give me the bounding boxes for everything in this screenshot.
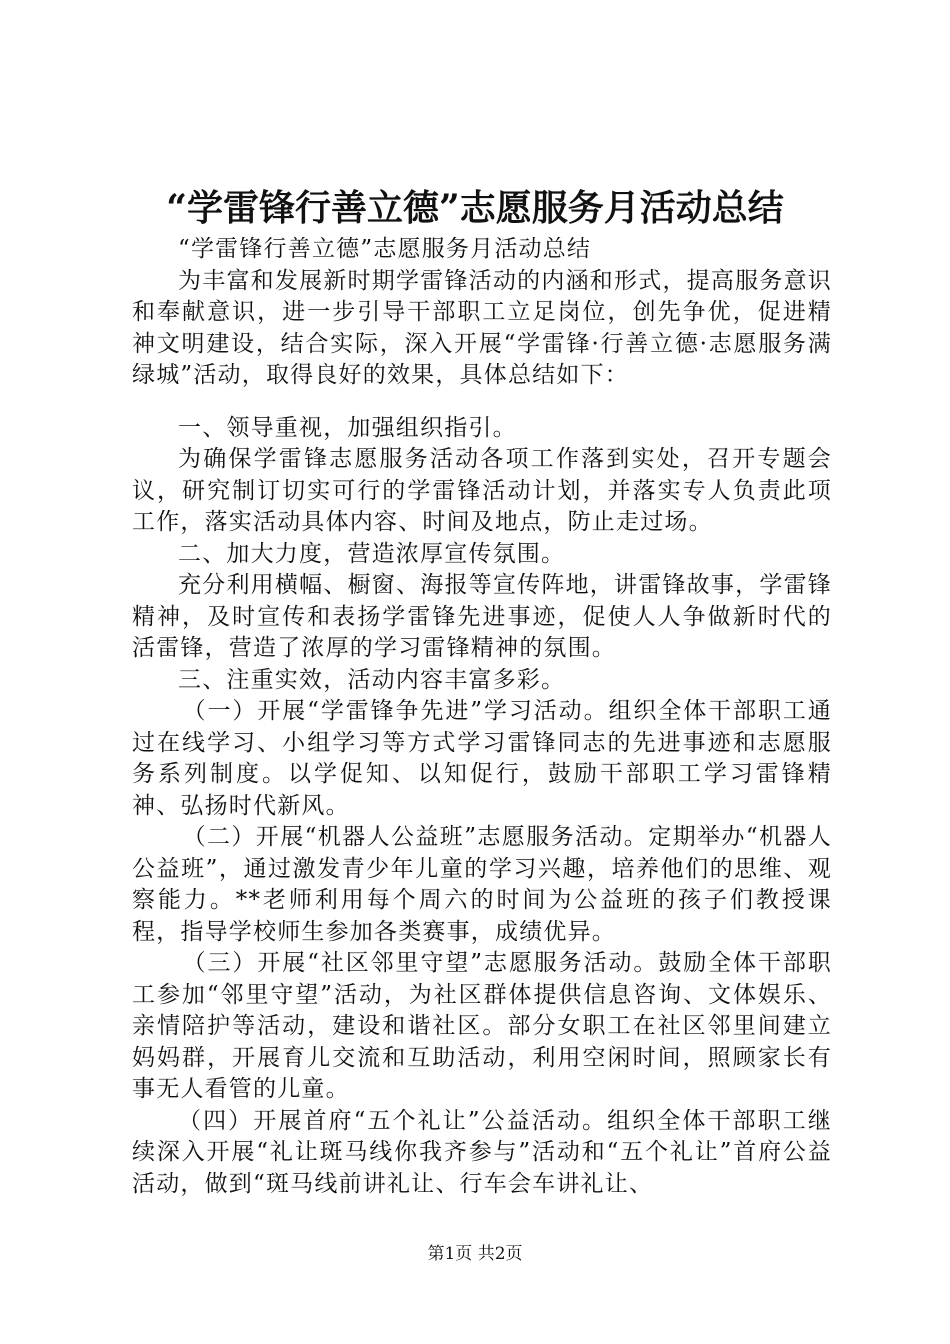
paragraph-item-2: （二）开展“机器人公益班”志愿服务活动。定期举办“机器人公益班”，通过激发青少年儿童的学习兴趣，培养他们的思维、观察能力。**老师利用每个周六的时间为公益班的孩子们教授课程，指导学校师生参加各类赛事，成绩优异。	[132, 824, 832, 945]
section-heading-2: 二、加大力度，营造浓厚宣传氛围。	[178, 540, 566, 567]
section-heading-1: 一、领导重视，加强组织指引。	[178, 414, 517, 441]
paragraph-subtitle: “学雷锋行善立德”志愿服务月活动总结	[178, 236, 592, 262]
document-body	[132, 234, 832, 1200]
section-heading-3: 三、注重实效，活动内容丰富多彩。	[178, 666, 566, 693]
paragraph-item-4: （四）开展首府“五个礼让”公益活动。组织全体干部职工继续深入开展“礼让斑马线你我齐参与”活动和“五个礼让”首府公益活动，做到“斑马线前讲礼让、行车会车讲礼让、	[132, 1107, 832, 1197]
page-footer: 第1页 共2页	[427, 1244, 523, 1264]
document-title: “学雷锋行善立德”志愿服务月活动总结	[166, 187, 784, 229]
paragraph-item-3: （三）开展“社区邻里守望”志愿服务活动。鼓励全体干部职工参加“邻里守望”活动，为社区群体提供信息咨询、文体娱乐、亲情陪护等活动，建设和谐社区。部分女职工在社区邻里间建立妈妈群，开展育儿交流和互助活动，利用空闲时间，照顾家长有事无人看管的儿童。	[132, 950, 832, 1102]
paragraph-intro: 为丰富和发展新时期学雷锋活动的内涵和形式，提高服务意识和奉献意识，进一步引导干部职工立足岗位，创先争优，促进精神文明建设，结合实际，深入开展“学雷锋·行善立德·志愿服务满绿城”活动，取得良好的效果，具体总结如下：	[132, 267, 832, 388]
paragraph-section-1: 为确保学雷锋志愿服务活动各项工作落到实处，召开专题会议，研究制订切实可行的学雷锋活动计划，并落实专人负责此项工作，落实活动具体内容、时间及地点，防止走过场。	[132, 446, 832, 535]
paragraph-item-1: （一）开展“学雷锋争先进”学习活动。组织全体干部职工通过在线学习、小组学习等方式学习雷锋同志的先进事迹和志愿服务系列制度。以学促知、以知促行，鼓励干部职工学习雷锋精神、弘扬时代新风。	[132, 698, 832, 819]
paragraph-section-2: 充分利用横幅、橱窗、海报等宣传阵地，讲雷锋故事，学雷锋精神，及时宣传和表扬学雷锋先进事迹，促使人人争做新时代的活雷锋，营造了浓厚的学习雷锋精神的氛围。	[132, 572, 832, 661]
